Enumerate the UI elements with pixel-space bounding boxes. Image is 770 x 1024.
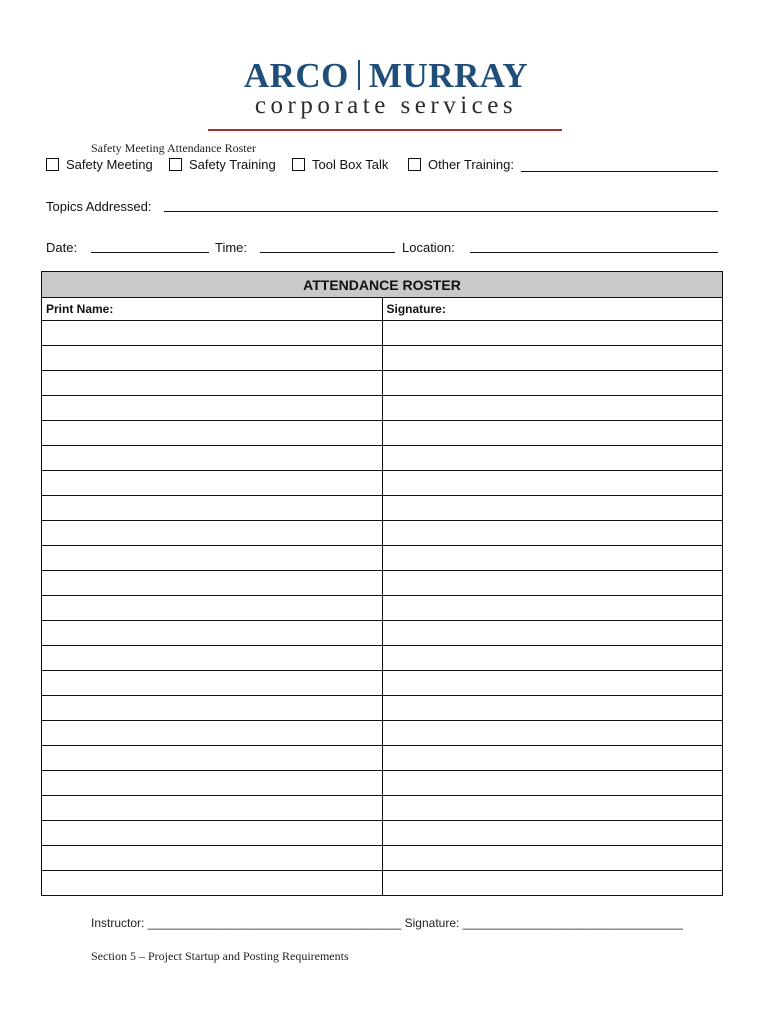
logo-rule xyxy=(208,129,562,131)
print-name-cell[interactable] xyxy=(42,546,382,571)
topics-addressed-field[interactable] xyxy=(164,211,718,212)
print-name-cell[interactable] xyxy=(42,521,382,546)
print-name-cell[interactable] xyxy=(42,871,382,896)
table-row xyxy=(42,846,722,871)
table-row xyxy=(42,546,722,571)
table-row xyxy=(42,421,722,446)
checkbox-label: Other Training: xyxy=(428,157,514,172)
checkbox-box[interactable] xyxy=(292,158,305,171)
logo-separator xyxy=(358,60,360,90)
signature-cell[interactable] xyxy=(382,421,722,446)
print-name-cell[interactable] xyxy=(42,821,382,846)
location-label: Location: xyxy=(402,240,455,255)
table-row xyxy=(42,821,722,846)
topics-addressed-label: Topics Addressed: xyxy=(46,199,152,214)
print-name-cell[interactable] xyxy=(42,846,382,871)
signature-cell[interactable] xyxy=(382,596,722,621)
signature-cell[interactable] xyxy=(382,746,722,771)
signature-cell[interactable] xyxy=(382,646,722,671)
roster-title: ATTENDANCE ROSTER xyxy=(42,272,722,298)
signature-cell[interactable] xyxy=(382,321,722,346)
print-name-cell[interactable] xyxy=(42,771,382,796)
checkbox-box[interactable] xyxy=(169,158,182,171)
date-label: Date: xyxy=(46,240,78,255)
table-row xyxy=(42,496,722,521)
signature-cell[interactable] xyxy=(382,521,722,546)
signature-cell[interactable] xyxy=(382,796,722,821)
checkbox-tool-box-talk[interactable] xyxy=(292,157,388,172)
signature-cell[interactable] xyxy=(382,846,722,871)
table-row xyxy=(42,596,722,621)
print-name-cell[interactable] xyxy=(42,421,382,446)
roster-header-row xyxy=(42,298,722,321)
attendance-roster xyxy=(41,271,723,896)
print-name-cell[interactable] xyxy=(42,571,382,596)
company-logo xyxy=(188,48,584,138)
signature-cell[interactable] xyxy=(382,571,722,596)
signature-cell[interactable] xyxy=(382,821,722,846)
table-row xyxy=(42,746,722,771)
checkbox-box[interactable] xyxy=(408,158,421,171)
print-name-header: Print Name: xyxy=(42,298,382,321)
signature-cell[interactable] xyxy=(382,696,722,721)
print-name-cell[interactable] xyxy=(42,346,382,371)
logo-tagline: corporate services xyxy=(254,92,518,119)
print-name-cell[interactable] xyxy=(42,471,382,496)
table-row xyxy=(42,396,722,421)
logo-brand-left: ARCO xyxy=(243,56,349,95)
date-field[interactable] xyxy=(91,252,209,253)
signature-cell[interactable] xyxy=(382,446,722,471)
print-name-cell[interactable] xyxy=(42,596,382,621)
instructor-signature-line: Instructor: ______________________________________ Signature: _________________________________ xyxy=(91,916,683,930)
logo-brand-right: MURRAY xyxy=(368,56,529,95)
signature-cell[interactable] xyxy=(382,671,722,696)
print-name-cell[interactable] xyxy=(42,371,382,396)
time-field[interactable] xyxy=(260,252,395,253)
signature-cell[interactable] xyxy=(382,471,722,496)
table-row xyxy=(42,721,722,746)
print-name-cell[interactable] xyxy=(42,796,382,821)
print-name-cell[interactable] xyxy=(42,446,382,471)
roster-table xyxy=(42,272,722,895)
signature-cell[interactable] xyxy=(382,871,722,896)
print-name-cell[interactable] xyxy=(42,746,382,771)
document-heading: Safety Meeting Attendance Roster xyxy=(91,141,256,155)
signature-cell[interactable] xyxy=(382,371,722,396)
checkbox-label: Safety Training xyxy=(189,157,276,172)
print-name-cell[interactable] xyxy=(42,496,382,521)
time-label: Time: xyxy=(215,240,248,255)
print-name-cell[interactable] xyxy=(42,671,382,696)
signature-cell[interactable] xyxy=(382,546,722,571)
signature-header: Signature: xyxy=(382,298,722,321)
checkbox-label: Safety Meeting xyxy=(66,157,153,172)
table-row xyxy=(42,521,722,546)
table-row xyxy=(42,796,722,821)
print-name-cell[interactable] xyxy=(42,646,382,671)
table-row xyxy=(42,621,722,646)
table-row xyxy=(42,771,722,796)
table-row xyxy=(42,371,722,396)
other-training-field[interactable] xyxy=(521,171,718,172)
section-note: Section 5 – Project Startup and Posting Requirements xyxy=(91,949,349,963)
checkbox-label: Tool Box Talk xyxy=(312,157,389,172)
training-type-checkboxes xyxy=(46,157,726,175)
signature-cell[interactable] xyxy=(382,496,722,521)
print-name-cell[interactable] xyxy=(42,321,382,346)
signature-cell[interactable] xyxy=(382,346,722,371)
signature-cell[interactable] xyxy=(382,721,722,746)
table-row xyxy=(42,346,722,371)
table-row xyxy=(42,696,722,721)
print-name-cell[interactable] xyxy=(42,621,382,646)
signature-cell[interactable] xyxy=(382,771,722,796)
print-name-cell[interactable] xyxy=(42,696,382,721)
table-row xyxy=(42,446,722,471)
table-row xyxy=(42,321,722,346)
table-row xyxy=(42,571,722,596)
logo-wordmark xyxy=(188,56,584,96)
checkbox-other-training[interactable] xyxy=(408,157,514,172)
checkbox-box[interactable] xyxy=(46,158,59,171)
print-name-cell[interactable] xyxy=(42,721,382,746)
table-row xyxy=(42,471,722,496)
signature-cell[interactable] xyxy=(382,621,722,646)
table-row xyxy=(42,671,722,696)
print-name-cell[interactable] xyxy=(42,396,382,421)
checkbox-safety-meeting[interactable] xyxy=(46,157,153,172)
location-field[interactable] xyxy=(470,252,718,253)
signature-cell[interactable] xyxy=(382,396,722,421)
table-row xyxy=(42,871,722,896)
table-row xyxy=(42,646,722,671)
checkbox-safety-training[interactable] xyxy=(169,157,276,172)
